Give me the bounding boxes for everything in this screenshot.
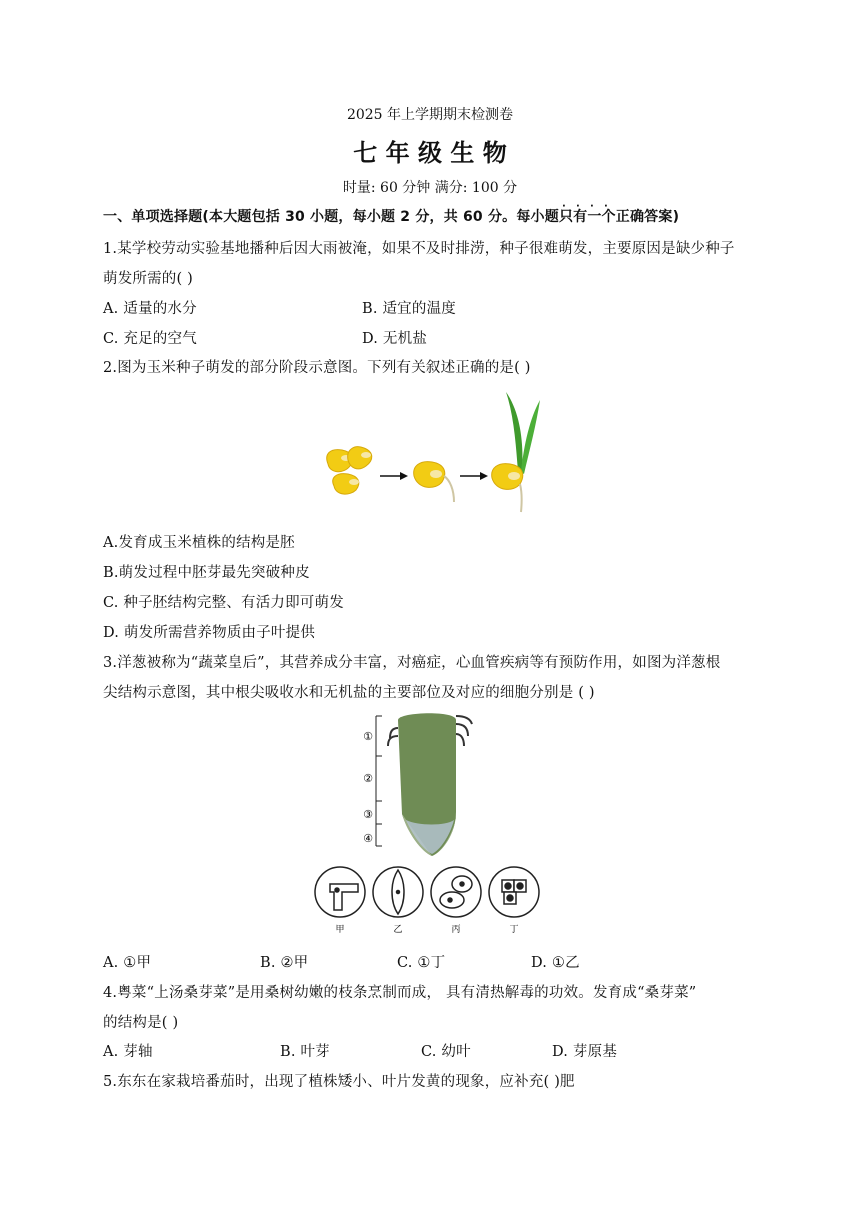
q5-stem: 5.东东在家栽培番茄时，出现了植株矮小、叶片发黄的现象，应补充( )肥 [103, 1074, 575, 1090]
section-heading-post: 正确答案) [615, 209, 680, 225]
arrow-icon [380, 472, 408, 480]
q1-stem-line2: 萌发所需的( ) [103, 271, 194, 287]
q4-option-c: C. 幼叶 [421, 1044, 471, 1060]
arrow-icon [460, 472, 488, 480]
q3-option-a: A. ①甲 [103, 955, 152, 971]
cell-label-bing: 丙 [451, 925, 461, 935]
q1-stem-line1: 1.某学校劳动实验基地播种后因大雨被淹，如果不及时排涝，种子很难萌发，主要原因是缺少种子 [103, 241, 735, 257]
q3-stem-line2: 尖结构示意图，其中根尖吸收水和无机盐的主要部位及对应的细胞分别是 ( ) [103, 685, 595, 701]
onion-root-tip-figure [310, 706, 560, 948]
corn-seedling-icon [492, 392, 540, 512]
corn-germination-figure [318, 386, 548, 516]
section-heading-emphasis: 只有一个 · · · · [558, 201, 616, 225]
q2-stem: 2.图为玉米种子萌发的部分阶段示意图。下列有关叙述正确的是( ) [103, 360, 531, 376]
subject-title: 七 年 级 生 物 [353, 139, 507, 167]
q3-option-d: D. ①乙 [531, 955, 580, 971]
q2-option-d: D. 萌发所需营养物质由子叶提供 [103, 625, 316, 641]
q4-stem-line2: 的结构是( ) [103, 1015, 179, 1031]
q4-option-b: B. 叶芽 [280, 1044, 330, 1060]
q1-option-c: C. 充足的空气 [103, 331, 197, 347]
cell-yi-icon [373, 867, 423, 917]
q2-option-c: C. 种子胚结构完整、有活力即可萌发 [103, 595, 344, 611]
q1-option-d: D. 无机盐 [362, 331, 428, 347]
section-heading-pre: 一、单项选择题(本大题包括 30 小题，每小题 2 分，共 60 分。每小题 [103, 209, 559, 225]
cell-label-ding: 丁 [509, 925, 519, 935]
q1-option-a: A. 适量的水分 [103, 301, 197, 317]
zone-label-1: ① [363, 730, 373, 743]
q2-option-b: B.萌发过程中胚芽最先突破种皮 [103, 565, 310, 581]
q4-option-d: D. 芽原基 [552, 1044, 618, 1060]
q1-option-b: B. 适宜的温度 [362, 301, 456, 317]
germinating-kernel-icon [414, 462, 454, 502]
cell-label-jia: 甲 [335, 925, 345, 935]
q4-stem-line1: 4.粤菜“上汤桑芽菜”是用桑树幼嫩的枝条烹制而成， 具有清热解毒的功效。发育成“桑芽菜” [103, 985, 697, 1001]
cell-jia-icon [315, 867, 365, 917]
cell-bing-icon [431, 867, 481, 917]
zone-bracket [376, 716, 382, 846]
exam-title: 2025 年上学期期末检测卷 [346, 107, 514, 123]
q3-option-c: C. ①丁 [397, 955, 446, 971]
root-tip-icon [388, 713, 472, 856]
q2-option-a: A.发育成玉米植株的结构是胚 [103, 535, 295, 551]
section-heading [103, 201, 680, 226]
q3-stem-line1: 3.洋葱被称为“蔬菜皇后”，其营养成分丰富，对癌症，心血管疾病等有预防作用，如图为洋葱根 [103, 655, 721, 671]
exam-meta: 时量: 60 分钟 满分: 100 分 [342, 180, 518, 196]
cell-ding-icon [489, 867, 539, 917]
zone-label-4: ④ [363, 832, 373, 845]
zone-label-3: ③ [363, 808, 373, 821]
corn-kernels-icon [327, 447, 372, 494]
cell-label-yi: 乙 [393, 925, 403, 935]
q3-option-b: B. ②甲 [260, 955, 309, 971]
q4-option-a: A. 芽轴 [103, 1044, 153, 1060]
zone-label-2: ② [363, 772, 373, 785]
